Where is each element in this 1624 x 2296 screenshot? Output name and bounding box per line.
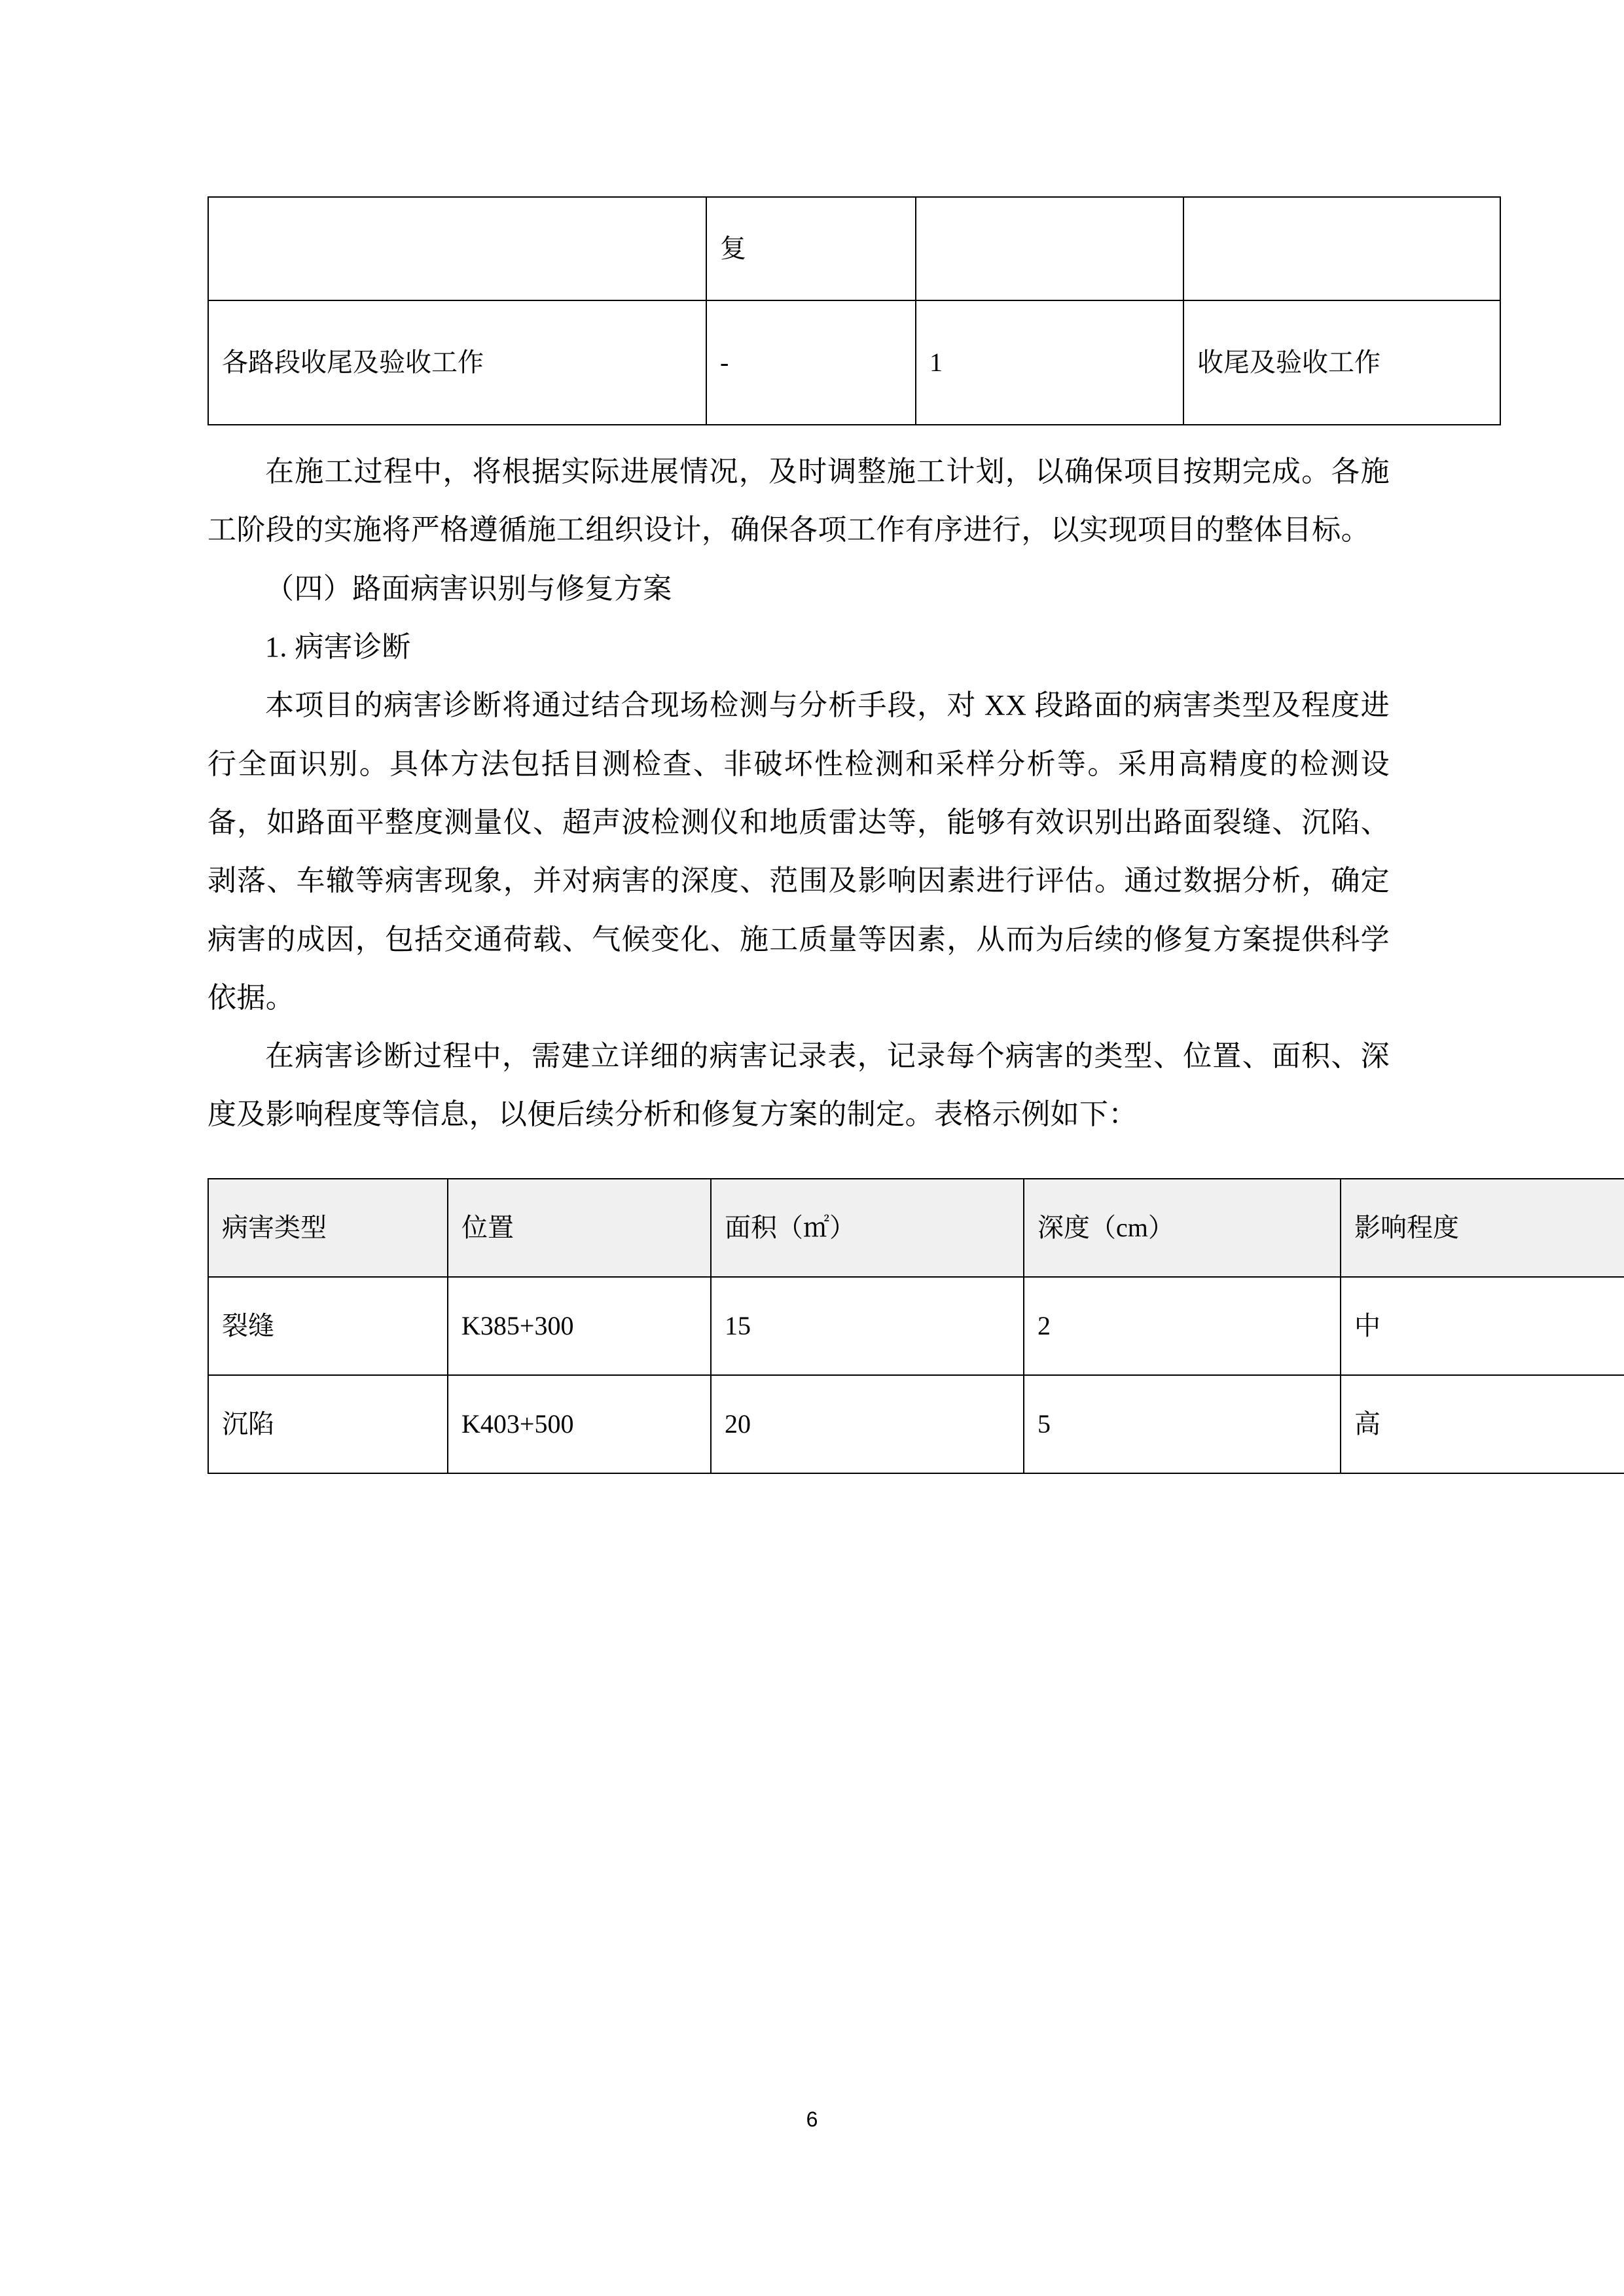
paragraph-defect-diagnosis-detail: 本项目的病害诊断将通过结合现场检测与分析手段，对 XX 段路面的病害类型及程度进行全面识别。具体方法包括目测检查、非破坏性检测和采样分析等。采用高精度的检测设备，如路面平整度测量仪、超声波检测仪和地质雷达等，能够有效识别出路面裂缝、沉陷、剥落、车辙等病害现象，并对病害的深度、范围及影响因素进行评估。通过数据分析，确定病害的成因，包括交通荷载、气候变化、施工质量等因素，从而为后续的修复方案提供科学依据。 [208,689,1390,1014]
column-header-impact-level: 影响程度 [1341,1179,1624,1277]
schedule-cell-count: 1 [916,300,1183,425]
table-row [208,300,1500,425]
heading-defect-diagnosis: 1. 病害诊断 [265,630,411,663]
defect-record-table [208,1178,1624,1474]
schedule-cell-remark [1183,197,1500,300]
cell-impact-level: 中 [1341,1277,1624,1375]
cell-location: K403+500 [448,1375,711,1473]
cell-location: K385+300 [448,1277,711,1375]
column-header-defect-type: 病害类型 [208,1179,448,1277]
schedule-cell-duration: - [706,300,916,425]
paragraph-defect-record-table-intro: 在病害诊断过程中，需建立详细的病害记录表，记录每个病害的类型、位置、面积、深度及影响程度等信息，以便后续分析和修复方案的制定。表格示例如下： [208,1040,1390,1131]
cell-defect-type: 沉陷 [208,1375,448,1473]
table-row [208,197,1500,300]
cell-depth: 5 [1024,1375,1341,1473]
column-header-depth: 深度（cm） [1024,1179,1341,1277]
cell-defect-type: 裂缝 [208,1277,448,1375]
cell-depth: 2 [1024,1277,1341,1375]
heading-section-four: （四）路面病害识别与修复方案 [265,572,672,605]
spacer [208,1144,1390,1178]
schedule-table [208,196,1501,425]
column-header-area: 面积（㎡） [711,1179,1024,1277]
schedule-cell-task: 各路段收尾及验收工作 [208,300,706,425]
table-row [208,1375,1624,1473]
table-row [208,1277,1624,1375]
schedule-cell-duration: 复 [706,197,916,300]
page-content [208,196,1459,1474]
column-header-location: 位置 [448,1179,711,1277]
schedule-cell-task [208,197,706,300]
cell-area: 20 [711,1375,1024,1473]
table-header-row [208,1179,1624,1277]
schedule-cell-count [916,197,1183,300]
page-number: 6 [806,2108,818,2131]
cell-area: 15 [711,1277,1024,1375]
paragraph-construction-process: 在施工过程中，将根据实际进展情况，及时调整施工计划，以确保项目按期完成。各施工阶段的实施将严格遵循施工组织设计，确保各项工作有序进行，以实现项目的整体目标。 [208,456,1390,547]
schedule-cell-remark: 收尾及验收工作 [1183,300,1500,425]
cell-impact-level: 高 [1341,1375,1624,1473]
spacer [208,425,1390,442]
